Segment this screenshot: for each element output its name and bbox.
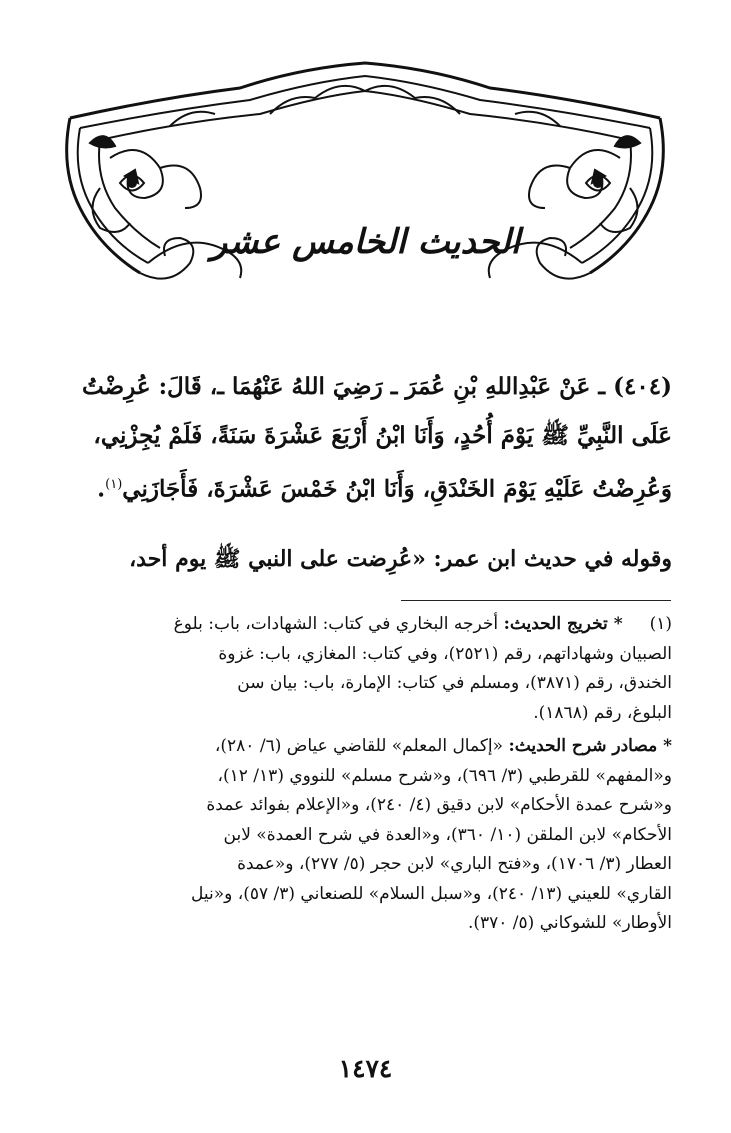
footnote-line bbox=[58, 732, 672, 762]
footnote-line: القاري» للعيني (١٣/ ٢٤٠)، و«سبل السلام» للصنعاني (٣/ ٥٧)، و«نيل bbox=[190, 883, 672, 904]
footnote-line: و«شرح عمدة الأحكام» لابن دقيق (٤/ ٢٤٠)، و«الإعلام بفوائد عمدة bbox=[206, 795, 672, 815]
footnote-text: أخرجه البخاري في كتاب: الشهادات، باب: بلوغ bbox=[173, 614, 499, 634]
footnote-1 bbox=[58, 610, 672, 728]
hadith-line-2: عَلَى النَّبِيِّ ﷺ يَوْمَ أُحُدٍ، وَأَنَا ابْنُ أَرْبَعَ عَشْرَةَ سَنَةً، فَلَمْ يُجِزْنِي، bbox=[93, 422, 672, 449]
ornamental-frame bbox=[40, 58, 690, 298]
chapter-title: الحديث الخامس عشر bbox=[210, 222, 521, 262]
page-number: ١٤٧٤ bbox=[338, 1054, 393, 1083]
footnote-line bbox=[58, 610, 672, 640]
footnote-label: * مصادر شرح الحديث: bbox=[508, 736, 672, 756]
footnote-text: «إكمال المعلم» للقاضي عياض (٦/ ٢٨٠)، bbox=[214, 736, 504, 756]
footnote-marker: (١) bbox=[649, 614, 672, 634]
footnote-line: العطار (٣/ ١٧٠٦)، و«فتح الباري» لابن حجر (٥/ ٢٧٧)، و«عمدة bbox=[237, 854, 672, 874]
footnote-line: الأوطار» للشوكاني (٥/ ٣٧٠). bbox=[467, 913, 672, 933]
footnotes bbox=[58, 610, 672, 943]
hadith-text bbox=[60, 362, 672, 514]
footnote-line: الأحكام» لابن الملقن (١٠/ ٣٦٠)، و«العدة في شرح العمدة» لابن bbox=[223, 824, 672, 845]
hadith-number: (٤٠٤) bbox=[613, 373, 672, 400]
hadith-line-3: وَعُرِضْتُ عَلَيْهِ يَوْمَ الخَنْدَقِ، وَأَنَا ابْنُ خَمْسَ عَشْرَةَ، فَأَجَازَنِي bbox=[122, 475, 672, 503]
footnote-reference[interactable]: (١) bbox=[105, 477, 123, 492]
hadith-line bbox=[60, 362, 672, 411]
footnote-label: * تخريج الحديث: bbox=[503, 614, 623, 634]
footnote-line: البلوغ، رقم (١٨٦٨). bbox=[533, 702, 672, 723]
hadith-end-mark: . bbox=[97, 475, 106, 503]
commentary-text: وقوله في حديث ابن عمر: «عُرِضت على النبي ﷺ يوم أحد، bbox=[129, 546, 672, 572]
hadith-line bbox=[60, 460, 672, 514]
hadith-line-1: ـ عَنْ عَبْدِاللهِ بْنِ عُمَرَ ـ رَضِيَ اللهُ عَنْهُمَا ـ، قَالَ: عُرِضْتُ bbox=[82, 373, 606, 400]
footnote-sources bbox=[58, 732, 672, 939]
footnote-line: و«المفهم» للقرطبي (٣/ ٦٩٦)، و«شرح مسلم» للنووي (١٣/ ١٢)، bbox=[217, 765, 672, 786]
footnote-divider bbox=[401, 600, 671, 601]
footnote-line: الصبيان وشهاداتهم، رقم (٢٥٢١)، وفي كتاب: المغازي، باب: غزوة bbox=[218, 643, 672, 664]
footnote-line: الخندق، رقم (٣٨٧١)، ومسلم في كتاب: الإمارة، باب: بيان سن bbox=[237, 673, 672, 693]
